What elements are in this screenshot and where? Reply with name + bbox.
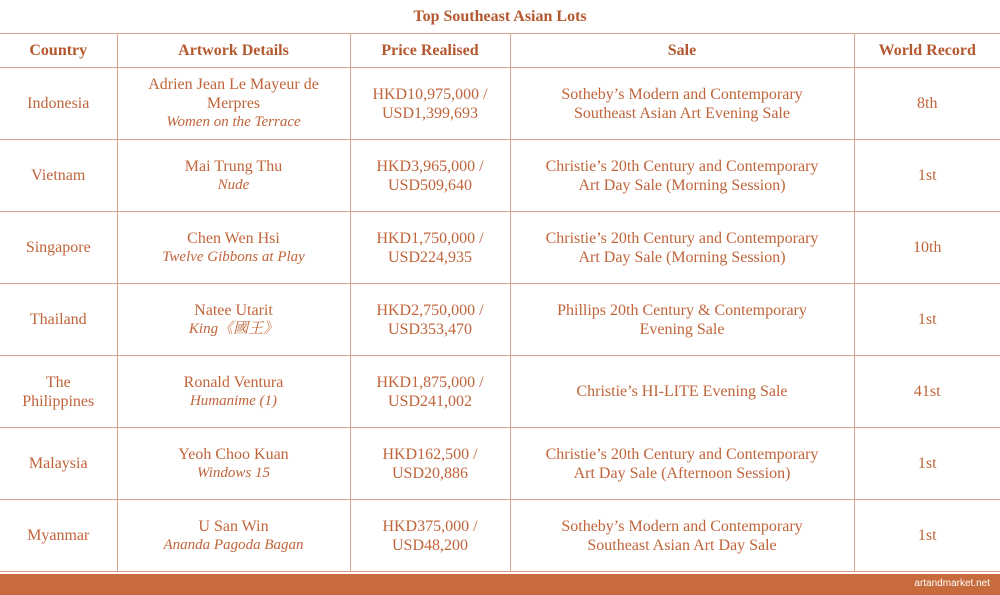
table-row	[0, 212, 1000, 284]
sale-name: Art Day Sale (Morning Session)	[578, 176, 786, 194]
world-record-cell	[854, 140, 1000, 212]
world-record-rank: 10th	[913, 239, 942, 256]
sale-name: Southeast Asian Art Day Sale	[587, 536, 777, 554]
sale-name: Art Day Sale (Morning Session)	[578, 248, 786, 266]
price-value: USD48,200	[391, 536, 468, 554]
sale-cell	[510, 428, 854, 500]
artwork-title: Windows 15	[197, 464, 270, 481]
artist-name: Chen Wen Hsi	[187, 229, 280, 247]
sale-cell	[510, 356, 854, 428]
price-cell	[350, 212, 510, 284]
price-value: USD224,935	[387, 248, 472, 266]
country-cell	[0, 140, 117, 212]
world-record-rank: 1st	[917, 455, 937, 472]
world-record-cell	[854, 68, 1000, 140]
price-value: HKD10,975,000 /	[372, 85, 488, 103]
country-name: Indonesia	[27, 95, 90, 112]
sale-cell	[510, 500, 854, 572]
artwork-title: Humanime (1)	[189, 392, 278, 409]
artwork-title: Nude	[217, 176, 250, 193]
table-row	[0, 140, 1000, 212]
price-cell	[350, 356, 510, 428]
country-cell	[0, 284, 117, 356]
artist-name: Yeoh Choo Kuan	[178, 445, 289, 463]
price-cell	[350, 68, 510, 140]
artwork-title: Twelve Gibbons at Play	[162, 248, 305, 265]
artist-name: Ronald Ventura	[183, 373, 284, 391]
world-record-rank: 1st	[917, 311, 937, 328]
header-artwork-details: Artwork Details	[117, 34, 350, 68]
artist-name: Merpres	[206, 95, 261, 112]
header-sale: Sale	[510, 34, 854, 68]
country-name: Myanmar	[27, 527, 90, 544]
artist-name: Mai Trung Thu	[184, 157, 283, 175]
sale-cell	[510, 212, 854, 284]
artwork-cell	[117, 140, 350, 212]
artwork-cell	[117, 68, 350, 140]
table-row	[0, 68, 1000, 140]
artwork-cell	[117, 212, 350, 284]
price-value: HKD2,750,000 /	[376, 301, 484, 319]
header-world-record: World Record	[854, 34, 1000, 68]
sale-name: Christie’s 20th Century and Contemporary	[545, 445, 819, 463]
country-cell	[0, 500, 117, 572]
header-price-realised: Price Realised	[350, 34, 510, 68]
world-record-cell	[854, 284, 1000, 356]
sale-name: Sotheby’s Modern and Contemporary	[561, 517, 803, 535]
footer-credit: artandmarket.net	[914, 578, 990, 589]
price-value: USD241,002	[387, 392, 472, 410]
price-value: USD353,470	[387, 320, 472, 338]
country-cell	[0, 356, 117, 428]
price-value: USD1,399,693	[381, 104, 478, 122]
table-title: Top Southeast Asian Lots	[413, 7, 587, 25]
artwork-title: King《國王》	[188, 320, 279, 337]
artwork-cell	[117, 428, 350, 500]
table-row	[0, 284, 1000, 356]
price-value: HKD3,965,000 /	[376, 157, 484, 175]
sale-name: Southeast Asian Art Evening Sale	[574, 104, 790, 122]
price-value: USD509,640	[387, 176, 472, 194]
country-name: Thailand	[29, 311, 87, 328]
artwork-title: Women on the Terrace	[166, 114, 301, 130]
country-name: Malaysia	[28, 455, 88, 472]
footer-bar	[0, 574, 1000, 595]
country-cell	[0, 428, 117, 500]
header-country: Country	[0, 34, 117, 68]
sale-name: Christie’s 20th Century and Contemporary	[545, 157, 819, 175]
country-name: Vietnam	[31, 167, 86, 184]
sale-cell	[510, 68, 854, 140]
artist-name: U San Win	[198, 517, 269, 535]
country-cell	[0, 68, 117, 140]
price-value: HKD1,750,000 /	[376, 229, 484, 247]
table-row	[0, 500, 1000, 572]
sale-cell	[510, 284, 854, 356]
sale-name: Evening Sale	[639, 320, 725, 338]
world-record-rank: 1st	[917, 527, 937, 544]
price-cell	[350, 284, 510, 356]
price-cell	[350, 428, 510, 500]
sale-name: Christie’s HI-LITE Evening Sale	[576, 383, 788, 400]
price-cell	[350, 500, 510, 572]
table-row	[0, 428, 1000, 500]
price-value: USD20,886	[391, 464, 468, 482]
world-record-cell	[854, 500, 1000, 572]
country-name: Philippines	[22, 392, 95, 410]
sale-cell	[510, 140, 854, 212]
header-row	[0, 34, 1000, 68]
world-record-rank: 1st	[917, 167, 937, 184]
world-record-rank: 8th	[917, 95, 938, 112]
world-record-cell	[854, 212, 1000, 284]
country-name: The	[45, 373, 71, 391]
sale-name: Sotheby’s Modern and Contemporary	[561, 85, 803, 103]
price-cell	[350, 140, 510, 212]
world-record-rank: 41st	[913, 383, 941, 400]
sale-name: Phillips 20th Century & Contemporary	[557, 301, 807, 319]
world-record-cell	[854, 428, 1000, 500]
artwork-cell	[117, 356, 350, 428]
artist-name: Adrien Jean Le Mayeur de	[148, 76, 319, 93]
price-value: HKD162,500 /	[382, 445, 478, 463]
world-record-cell	[854, 356, 1000, 428]
sale-name: Christie’s 20th Century and Contemporary	[545, 229, 819, 247]
country-name: Singapore	[25, 239, 91, 256]
table-row	[0, 356, 1000, 428]
price-value: HKD375,000 /	[382, 517, 478, 535]
artwork-title: Ananda Pagoda Bagan	[163, 536, 304, 553]
country-cell	[0, 212, 117, 284]
sale-name: Art Day Sale (Afternoon Session)	[573, 464, 791, 482]
artwork-cell	[117, 500, 350, 572]
lots-table	[0, 33, 1000, 572]
artist-name: Natee Utarit	[194, 301, 273, 319]
artwork-cell	[117, 284, 350, 356]
price-value: HKD1,875,000 /	[376, 373, 484, 391]
